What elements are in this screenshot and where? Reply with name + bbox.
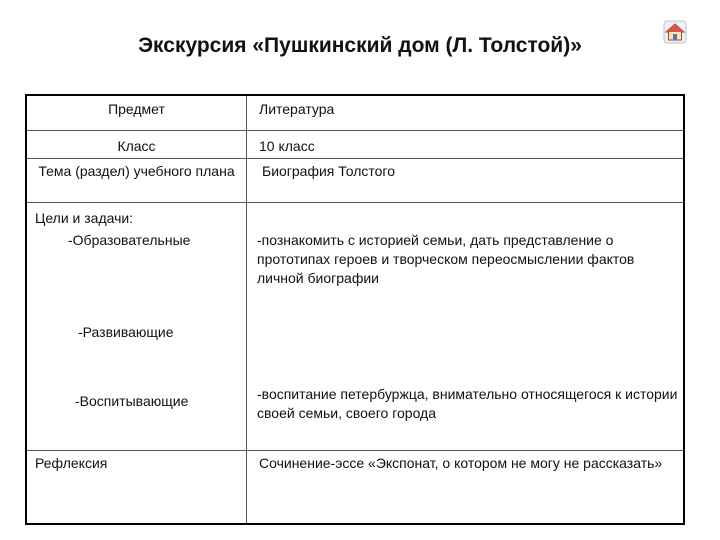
subject-label: Предмет: [108, 101, 165, 117]
topic-label: Тема (раздел) учебного плана: [38, 163, 235, 179]
class-value: 10 класс: [259, 138, 315, 154]
subject-value: Литература: [259, 101, 335, 117]
class-label: Класс: [117, 138, 156, 154]
reflection-value: Сочинение-эссе «Экспонат, о котором не могу не рассказать»: [259, 455, 663, 471]
page-title: Экскурсия «Пушкинский дом (Л. Толстой)»: [138, 34, 582, 57]
reflection-label: Рефлексия: [35, 455, 108, 471]
home-icon[interactable]: [663, 20, 687, 44]
upbringing-label: -Воспитывающие: [75, 393, 189, 409]
row-divider: [27, 130, 683, 131]
row-divider: [27, 158, 683, 159]
developing-label: -Развивающие: [78, 324, 174, 340]
educational-value: -познакомить с историей семьи, дать представление о прототипах героев и творческом переосмыслении фактов личной биографии: [257, 232, 635, 286]
column-divider: [246, 96, 247, 523]
lesson-table: [25, 94, 685, 525]
row-divider: [27, 450, 683, 451]
topic-value: Биография Толстого: [262, 163, 396, 179]
row-divider: [27, 202, 683, 203]
upbringing-value: -воспитание петербуржца, внимательно относящегося к истории своей семьи, своего города: [257, 386, 678, 421]
educational-label: -Образовательные: [68, 232, 191, 248]
goals-label: Цели и задачи:: [35, 210, 134, 226]
